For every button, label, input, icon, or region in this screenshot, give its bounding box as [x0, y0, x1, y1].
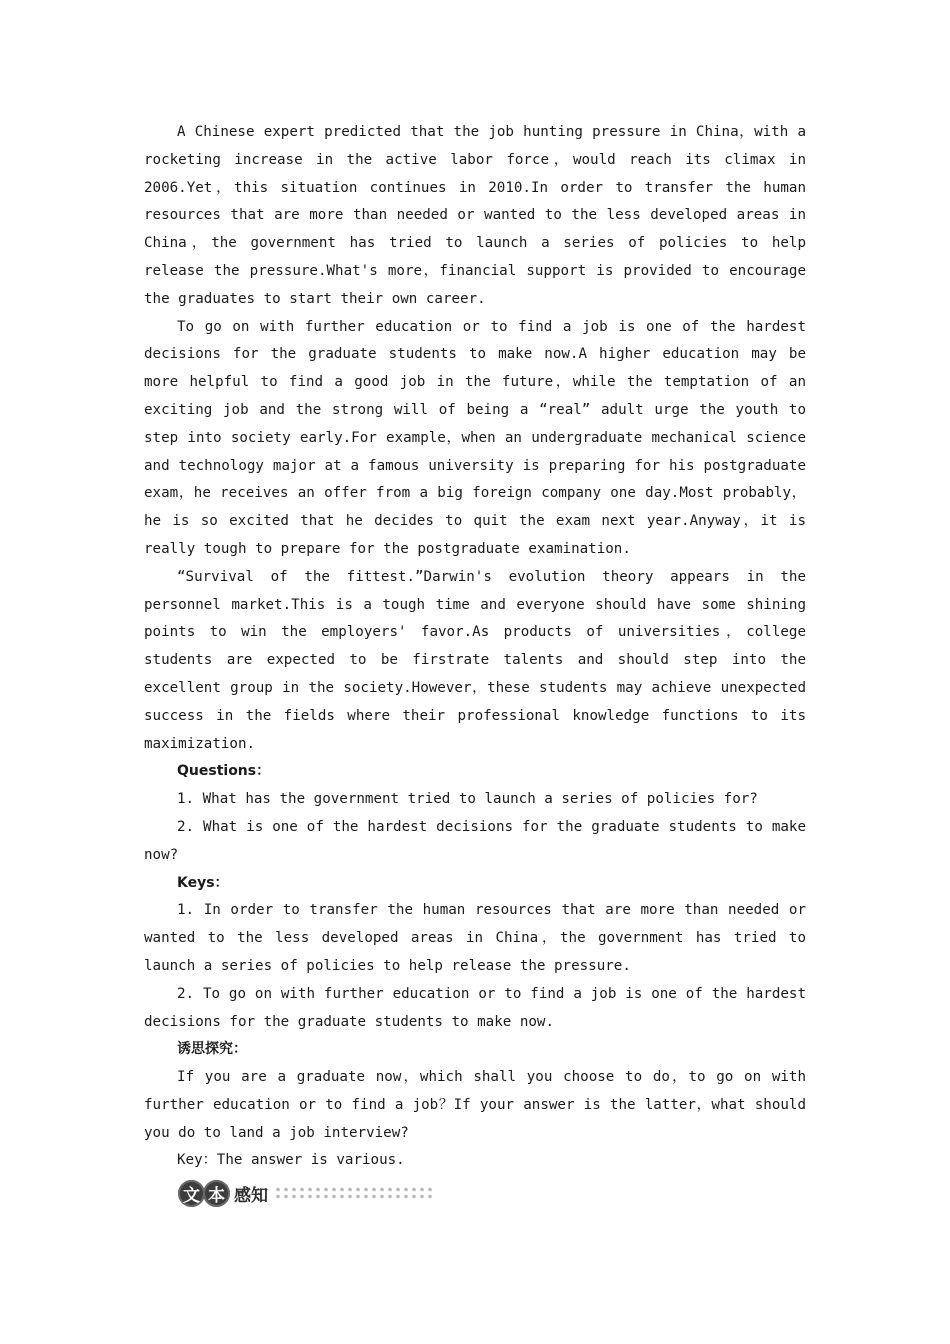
inquiry-heading: 诱思探究： [177, 1041, 247, 1058]
dotted-divider [274, 1186, 432, 1200]
key-2: 2. To go on with further education or to find a job is one of the hardest decisions for the graduate students to make now. [144, 985, 806, 1030]
passage-paragraph-1: A Chinese expert predicted that the job hunting pressure in China，with a rocketing increase in the active labor force，would reach its climax in 2006.Yet，this situation continues in 2010.In order to transfer the human resources that are more than needed or wanted to the less developed areas in China，the government has tried to launch a series of policies to help release the pressure.What's more，financial support is provided to encourage the graduates to start their own career. [144, 124, 806, 307]
banner-badge-2: 本 [203, 1180, 230, 1207]
question-2: 2. What is one of the hardest decisions for the graduate students to make now? [144, 818, 806, 863]
document-body [144, 119, 806, 1175]
questions-heading: Questions： [177, 763, 271, 780]
banner-label: 感知 [234, 1185, 268, 1206]
inquiry-key: Key：The answer is various. [177, 1152, 405, 1169]
passage-paragraph-3: “Survival of the fittest.”Darwin's evolution theory appears in the personnel market.This is a tough time and everyone should have some shining points to win the employers' favor.As products of universities，college students are expected to be firstrate talents and should step into the excellent group in the society.However，these students may achieve unexpected success in the fields where their professional knowledge functions to its maximization. [144, 568, 806, 752]
question-1: 1. What has the government tried to launch a series of policies for? [177, 791, 758, 808]
passage-paragraph-2: To go on with further education or to find a job is one of the hardest decisions for the graduate students to make now.A higher education may be more helpful to find a good job in the future，while the temptation of an exciting job and the strong will of being a “real” adult urge the youth to step into society early.For example，when an undergraduate mechanical science and technology major at a famous university is preparing for his postgraduate exam，he receives an offer from a big foreign company one day.Most probably，he is so excited that he decides to quit the exam next year.Anyway，it is really tough to prepare for the postgraduate examination. [144, 318, 806, 557]
inquiry-text: If you are a graduate now，which shall you choose to do，to go on with further education or to find a job？If your answer is the latter，what should you do to land a job interview? [144, 1069, 806, 1141]
keys-heading: Keys： [177, 874, 229, 891]
section-banner [178, 1178, 432, 1208]
banner-badge-1: 文 [178, 1180, 205, 1207]
key-1: 1. In order to transfer the human resources that are more than needed or wanted to the less developed areas in China，the government has tried to launch a series of policies to help release the pressure. [144, 902, 806, 974]
